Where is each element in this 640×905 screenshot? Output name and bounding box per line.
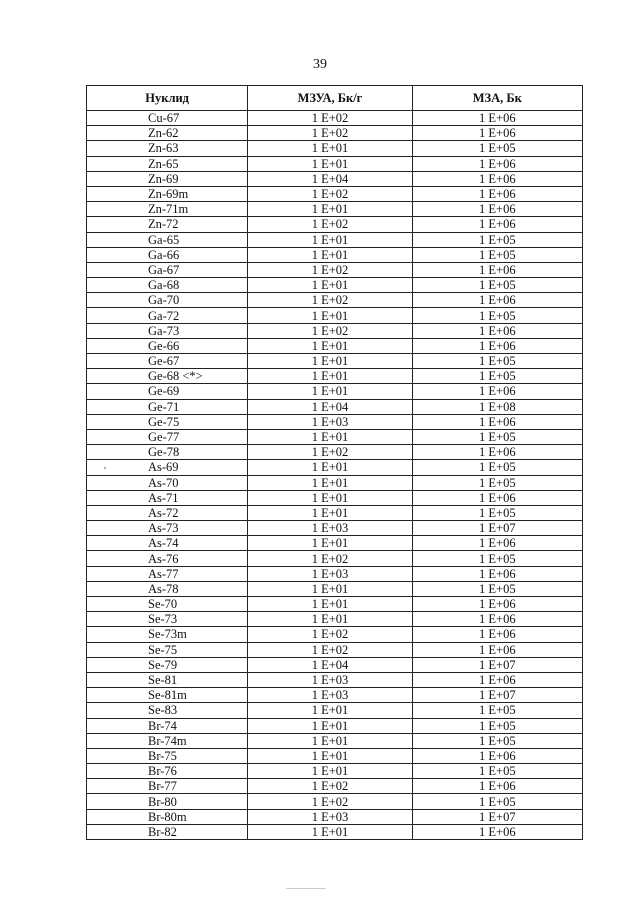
table-row xyxy=(87,642,583,657)
table-row xyxy=(87,475,583,490)
table-row xyxy=(87,490,583,505)
table-row xyxy=(87,688,583,703)
cell-nuclide: Se-75 xyxy=(87,642,248,657)
scan-speck xyxy=(104,467,106,469)
table-row xyxy=(87,354,583,369)
table-row xyxy=(87,369,583,384)
cell-mza: 1 E+06 xyxy=(412,748,582,763)
cell-nuclide: Ga-73 xyxy=(87,323,248,338)
cell-mzua: 1 E+01 xyxy=(248,338,412,353)
cell-nuclide: Zn-69m xyxy=(87,186,248,201)
cell-mzua: 1 E+03 xyxy=(248,566,412,581)
table-row xyxy=(87,278,583,293)
cell-nuclide: Ge-78 xyxy=(87,445,248,460)
table-row xyxy=(87,338,583,353)
cell-nuclide: As-74 xyxy=(87,536,248,551)
table-row xyxy=(87,429,583,444)
cell-nuclide: Ge-66 xyxy=(87,338,248,353)
cell-mza: 1 E+05 xyxy=(412,581,582,596)
cell-mzua: 1 E+01 xyxy=(248,764,412,779)
cell-mza: 1 E+08 xyxy=(412,399,582,414)
table-row xyxy=(87,536,583,551)
scan-speck xyxy=(286,888,326,889)
table-row xyxy=(87,384,583,399)
cell-nuclide: As-73 xyxy=(87,521,248,536)
table-row xyxy=(87,794,583,809)
cell-mza: 1 E+05 xyxy=(412,369,582,384)
cell-mza: 1 E+07 xyxy=(412,809,582,824)
cell-nuclide: Se-81m xyxy=(87,688,248,703)
table-row xyxy=(87,445,583,460)
table-row xyxy=(87,809,583,824)
cell-nuclide: Ga-68 xyxy=(87,278,248,293)
cell-mza: 1 E+05 xyxy=(412,733,582,748)
cell-nuclide: Ge-69 xyxy=(87,384,248,399)
cell-mza: 1 E+05 xyxy=(412,354,582,369)
cell-nuclide: Br-75 xyxy=(87,748,248,763)
cell-mzua: 1 E+03 xyxy=(248,672,412,687)
cell-mza: 1 E+06 xyxy=(412,566,582,581)
cell-nuclide: Ga-67 xyxy=(87,262,248,277)
cell-nuclide: Br-77 xyxy=(87,779,248,794)
cell-nuclide: Ge-77 xyxy=(87,429,248,444)
cell-mza: 1 E+06 xyxy=(412,414,582,429)
table-row xyxy=(87,824,583,839)
cell-nuclide: Zn-71m xyxy=(87,202,248,217)
cell-mza: 1 E+06 xyxy=(412,171,582,186)
cell-mzua: 1 E+01 xyxy=(248,232,412,247)
cell-mza: 1 E+05 xyxy=(412,505,582,520)
cell-nuclide: Se-81 xyxy=(87,672,248,687)
cell-nuclide: Ge-71 xyxy=(87,399,248,414)
cell-mzua: 1 E+02 xyxy=(248,323,412,338)
table-row xyxy=(87,217,583,232)
table-row xyxy=(87,764,583,779)
table-row xyxy=(87,171,583,186)
cell-mzua: 1 E+02 xyxy=(248,111,412,126)
page-number: 39 xyxy=(313,57,327,72)
cell-mza: 1 E+05 xyxy=(412,794,582,809)
cell-nuclide: Se-70 xyxy=(87,597,248,612)
cell-mzua: 1 E+04 xyxy=(248,171,412,186)
cell-nuclide: Br-74 xyxy=(87,718,248,733)
cell-mza: 1 E+06 xyxy=(412,262,582,277)
table-body xyxy=(87,111,583,840)
cell-mza: 1 E+06 xyxy=(412,217,582,232)
cell-mzua: 1 E+01 xyxy=(248,490,412,505)
cell-mzua: 1 E+02 xyxy=(248,262,412,277)
cell-nuclide: Br-80m xyxy=(87,809,248,824)
table-row xyxy=(87,718,583,733)
cell-nuclide: Br-80 xyxy=(87,794,248,809)
cell-mza: 1 E+06 xyxy=(412,202,582,217)
cell-mza: 1 E+06 xyxy=(412,186,582,201)
cell-mzua: 1 E+01 xyxy=(248,384,412,399)
table-row xyxy=(87,323,583,338)
table-row xyxy=(87,111,583,126)
table-row xyxy=(87,262,583,277)
cell-mza: 1 E+06 xyxy=(412,111,582,126)
cell-mzua: 1 E+01 xyxy=(248,156,412,171)
cell-mza: 1 E+06 xyxy=(412,490,582,505)
cell-mza: 1 E+06 xyxy=(412,824,582,839)
cell-mzua: 1 E+02 xyxy=(248,779,412,794)
table-row xyxy=(87,232,583,247)
table-row xyxy=(87,566,583,581)
cell-mzua: 1 E+01 xyxy=(248,581,412,596)
cell-mza: 1 E+05 xyxy=(412,460,582,475)
cell-nuclide: Zn-65 xyxy=(87,156,248,171)
cell-nuclide: As-77 xyxy=(87,566,248,581)
cell-nuclide: Br-74m xyxy=(87,733,248,748)
cell-mza: 1 E+06 xyxy=(412,445,582,460)
cell-mza: 1 E+07 xyxy=(412,657,582,672)
cell-mza: 1 E+06 xyxy=(412,597,582,612)
cell-mza: 1 E+06 xyxy=(412,338,582,353)
cell-nuclide: As-70 xyxy=(87,475,248,490)
cell-nuclide: Se-73m xyxy=(87,627,248,642)
cell-nuclide: As-71 xyxy=(87,490,248,505)
table-header-row xyxy=(87,86,583,111)
table-row xyxy=(87,733,583,748)
cell-mzua: 1 E+01 xyxy=(248,429,412,444)
header-mzua: МЗУА, Бк/г xyxy=(248,86,412,111)
table-row xyxy=(87,748,583,763)
cell-mza: 1 E+07 xyxy=(412,521,582,536)
cell-mza: 1 E+05 xyxy=(412,718,582,733)
cell-nuclide: Ga-70 xyxy=(87,293,248,308)
cell-mzua: 1 E+01 xyxy=(248,824,412,839)
cell-mzua: 1 E+02 xyxy=(248,445,412,460)
cell-nuclide: Cu-67 xyxy=(87,111,248,126)
table-row xyxy=(87,308,583,323)
cell-nuclide: Ge-68 <*> xyxy=(87,369,248,384)
table-row xyxy=(87,703,583,718)
cell-mza: 1 E+05 xyxy=(412,429,582,444)
cell-mzua: 1 E+01 xyxy=(248,703,412,718)
cell-nuclide: As-69 xyxy=(87,460,248,475)
cell-mza: 1 E+06 xyxy=(412,536,582,551)
cell-mzua: 1 E+01 xyxy=(248,247,412,262)
cell-mzua: 1 E+02 xyxy=(248,293,412,308)
cell-mza: 1 E+06 xyxy=(412,156,582,171)
cell-mza: 1 E+05 xyxy=(412,308,582,323)
cell-mzua: 1 E+02 xyxy=(248,217,412,232)
cell-nuclide: Br-82 xyxy=(87,824,248,839)
cell-mzua: 1 E+01 xyxy=(248,278,412,293)
cell-mzua: 1 E+02 xyxy=(248,642,412,657)
table-row xyxy=(87,156,583,171)
table-row xyxy=(87,460,583,475)
cell-mza: 1 E+05 xyxy=(412,278,582,293)
cell-nuclide: Se-73 xyxy=(87,612,248,627)
cell-mzua: 1 E+01 xyxy=(248,733,412,748)
cell-mza: 1 E+06 xyxy=(412,642,582,657)
cell-nuclide: Se-83 xyxy=(87,703,248,718)
table-row xyxy=(87,186,583,201)
table-row xyxy=(87,399,583,414)
table-row xyxy=(87,779,583,794)
table-row xyxy=(87,612,583,627)
cell-mzua: 1 E+02 xyxy=(248,794,412,809)
header-mza: МЗА, Бк xyxy=(412,86,582,111)
cell-mzua: 1 E+02 xyxy=(248,126,412,141)
cell-mzua: 1 E+04 xyxy=(248,657,412,672)
cell-nuclide: Zn-72 xyxy=(87,217,248,232)
cell-mza: 1 E+07 xyxy=(412,688,582,703)
cell-mza: 1 E+06 xyxy=(412,323,582,338)
cell-mza: 1 E+05 xyxy=(412,232,582,247)
cell-nuclide: Ge-67 xyxy=(87,354,248,369)
cell-mzua: 1 E+01 xyxy=(248,536,412,551)
cell-mzua: 1 E+01 xyxy=(248,718,412,733)
cell-mzua: 1 E+01 xyxy=(248,505,412,520)
cell-mzua: 1 E+03 xyxy=(248,688,412,703)
table-row xyxy=(87,141,583,156)
cell-nuclide: Ga-66 xyxy=(87,247,248,262)
cell-mzua: 1 E+02 xyxy=(248,186,412,201)
cell-mza: 1 E+05 xyxy=(412,247,582,262)
cell-mzua: 1 E+03 xyxy=(248,809,412,824)
cell-mzua: 1 E+01 xyxy=(248,748,412,763)
cell-mzua: 1 E+04 xyxy=(248,399,412,414)
cell-nuclide: Se-79 xyxy=(87,657,248,672)
cell-nuclide: As-78 xyxy=(87,581,248,596)
cell-mza: 1 E+05 xyxy=(412,141,582,156)
cell-nuclide: Ga-72 xyxy=(87,308,248,323)
cell-mzua: 1 E+01 xyxy=(248,475,412,490)
table-row xyxy=(87,581,583,596)
table-row xyxy=(87,505,583,520)
cell-mza: 1 E+06 xyxy=(412,627,582,642)
cell-mzua: 1 E+02 xyxy=(248,627,412,642)
table-row xyxy=(87,597,583,612)
cell-nuclide: As-76 xyxy=(87,551,248,566)
cell-mzua: 1 E+01 xyxy=(248,308,412,323)
cell-nuclide: As-72 xyxy=(87,505,248,520)
cell-mzua: 1 E+01 xyxy=(248,597,412,612)
cell-mza: 1 E+06 xyxy=(412,384,582,399)
cell-nuclide: Zn-69 xyxy=(87,171,248,186)
cell-mza: 1 E+06 xyxy=(412,672,582,687)
cell-mza: 1 E+05 xyxy=(412,764,582,779)
cell-mzua: 1 E+01 xyxy=(248,141,412,156)
cell-mza: 1 E+06 xyxy=(412,612,582,627)
table-row xyxy=(87,657,583,672)
table-row xyxy=(87,627,583,642)
cell-mza: 1 E+05 xyxy=(412,703,582,718)
cell-nuclide: Zn-62 xyxy=(87,126,248,141)
cell-nuclide: Zn-63 xyxy=(87,141,248,156)
cell-mzua: 1 E+03 xyxy=(248,414,412,429)
cell-mza: 1 E+06 xyxy=(412,779,582,794)
cell-mza: 1 E+06 xyxy=(412,293,582,308)
table-row xyxy=(87,126,583,141)
cell-mzua: 1 E+01 xyxy=(248,354,412,369)
table-row xyxy=(87,672,583,687)
table-row xyxy=(87,202,583,217)
cell-nuclide: Ga-65 xyxy=(87,232,248,247)
cell-mza: 1 E+05 xyxy=(412,551,582,566)
table-row xyxy=(87,521,583,536)
cell-mzua: 1 E+01 xyxy=(248,460,412,475)
nuclide-table xyxy=(86,85,583,840)
cell-nuclide: Br-76 xyxy=(87,764,248,779)
table-row xyxy=(87,414,583,429)
cell-mzua: 1 E+02 xyxy=(248,551,412,566)
cell-mzua: 1 E+01 xyxy=(248,202,412,217)
cell-nuclide: Ge-75 xyxy=(87,414,248,429)
table-row xyxy=(87,247,583,262)
cell-mzua: 1 E+01 xyxy=(248,612,412,627)
table-row xyxy=(87,293,583,308)
cell-mzua: 1 E+03 xyxy=(248,521,412,536)
cell-mza: 1 E+06 xyxy=(412,126,582,141)
cell-mzua: 1 E+01 xyxy=(248,369,412,384)
table-row xyxy=(87,551,583,566)
header-nuclide: Нуклид xyxy=(87,86,248,111)
cell-mza: 1 E+05 xyxy=(412,475,582,490)
